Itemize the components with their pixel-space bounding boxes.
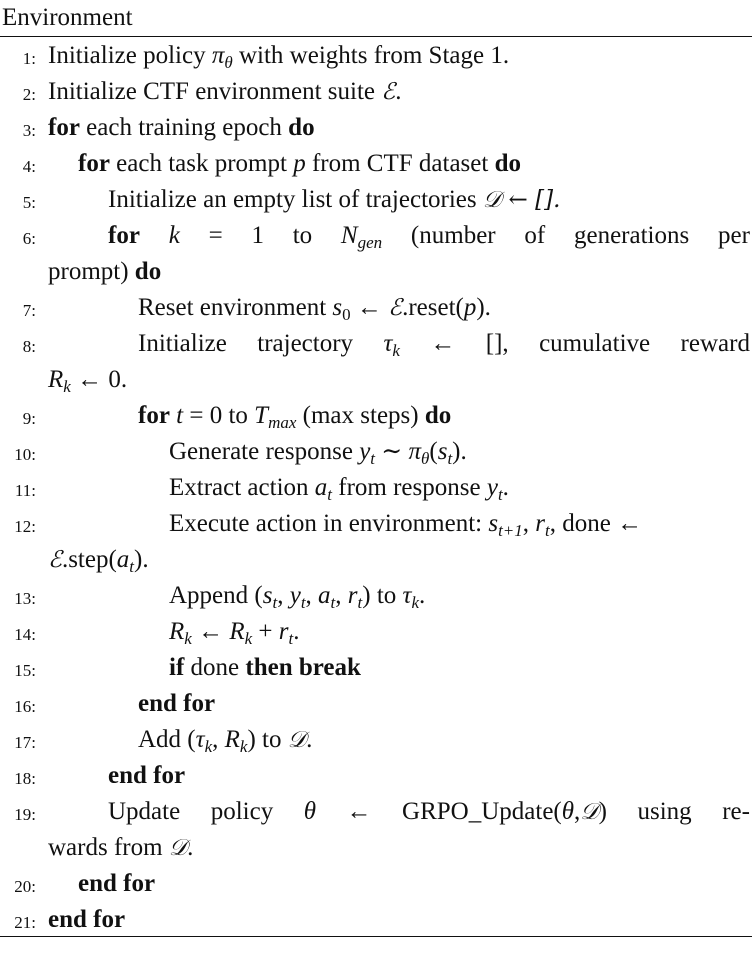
math-symbol: a <box>116 546 130 573</box>
algo-line-11 <box>0 470 752 506</box>
math-symbol: R <box>229 618 245 645</box>
line-continuation <box>48 254 161 290</box>
algo-line-14 <box>0 614 752 650</box>
math-subscript: k <box>184 629 192 648</box>
keyword: then break <box>245 654 361 681</box>
line-number: 3: <box>22 121 36 140</box>
text-span: 1 <box>251 222 264 249</box>
text-span: (number <box>410 222 496 249</box>
text-span: policy <box>210 798 274 825</box>
math-symbol: τ <box>383 330 393 357</box>
text-span: Initialize <box>138 330 227 357</box>
math-symbol: R <box>224 726 240 753</box>
math-symbol: 𝒟 <box>287 727 307 753</box>
math-symbol: τ <box>195 726 205 753</box>
line-text <box>108 182 560 218</box>
math-subscript: t <box>327 485 332 504</box>
keyword: do <box>494 150 521 177</box>
line-number: 7: <box>22 301 36 320</box>
line-number: 14: <box>14 625 36 644</box>
line-number: 1: <box>22 49 36 68</box>
line-number: 6: <box>22 229 36 248</box>
algo-line-4 <box>0 146 752 182</box>
math-subscript: t <box>330 593 336 612</box>
keyword: for <box>138 402 170 429</box>
text-span: each training epoch <box>79 114 289 141</box>
line-number: 13: <box>14 589 36 608</box>
keyword: for <box>108 222 140 249</box>
text-span: , <box>212 726 225 753</box>
text-span: ( <box>429 438 438 465</box>
line-continuation <box>48 830 193 866</box>
math-symbol: y <box>486 474 498 501</box>
math-subscript: 0 <box>342 305 351 324</box>
text-span: from response <box>332 474 487 501</box>
text-span: ) to <box>362 582 403 609</box>
line-text <box>169 506 642 549</box>
math-symbol: ℰ <box>48 547 62 573</box>
algo-line-10 <box>0 434 752 470</box>
math-symbol: π <box>211 42 225 69</box>
text-span: done <box>184 654 246 681</box>
line-number: 15: <box>14 661 36 680</box>
algo-line-15 <box>0 650 752 686</box>
text-span: cumulative <box>539 330 651 357</box>
keyword: end for <box>138 690 216 717</box>
text-span: re- <box>722 798 750 825</box>
text-span: ). <box>134 546 149 573</box>
algo-line-13 <box>0 578 752 614</box>
text-span: . <box>187 834 194 861</box>
math-subscript: t <box>370 449 376 468</box>
math-symbol: a <box>318 582 331 609</box>
math-symbol: = <box>208 222 223 249</box>
math-symbol: t <box>176 402 184 429</box>
algo-line-9 <box>0 398 752 434</box>
text-span: Reset environment <box>138 294 333 321</box>
line-number: 2: <box>22 85 36 104</box>
line-text <box>169 650 361 686</box>
text-span: Initialize CTF environment suite <box>48 78 382 105</box>
text-span: (max steps) <box>296 402 425 429</box>
math-symbol: R <box>169 618 185 645</box>
math-subscript: k <box>244 629 253 648</box>
algo-line-5 <box>0 182 752 218</box>
text-span: trajectory <box>257 330 354 357</box>
math-symbol: ← <box>346 798 372 825</box>
text-span: of <box>524 222 546 249</box>
line-number: 21: <box>14 913 36 932</box>
math-subscript: k <box>411 593 420 612</box>
line-number: 4: <box>22 157 36 176</box>
keyword: end for <box>48 906 126 933</box>
math-group <box>341 218 382 261</box>
math-symbol: θ <box>303 798 317 825</box>
math-subscript: θ <box>421 449 430 468</box>
text-span: , <box>335 582 348 609</box>
line-text <box>108 218 750 261</box>
text-span: Extract action <box>169 474 315 501</box>
keyword: do <box>288 114 315 141</box>
math-subscript: t <box>129 557 135 576</box>
math-symbol: k <box>168 222 180 249</box>
math-symbol: y <box>289 582 301 609</box>
line-text <box>108 794 750 830</box>
text-span: Execute action in environment: <box>169 510 489 537</box>
math-group <box>402 794 607 830</box>
math-symbol: R <box>48 366 64 393</box>
text-span: to <box>292 222 313 249</box>
math-symbol: s <box>332 294 343 321</box>
math-symbol: r <box>278 618 289 645</box>
keyword: end for <box>78 870 156 897</box>
math-symbol: τ <box>402 582 412 609</box>
top-rule <box>0 36 752 37</box>
algo-line-6 <box>0 218 752 290</box>
text-span: ) to <box>247 726 288 753</box>
text-span: Generate response <box>169 438 360 465</box>
text-span: . <box>395 78 402 105</box>
algo-line-17 <box>0 722 752 758</box>
math-symbol: p <box>463 294 477 321</box>
math-subscript: t <box>288 629 294 648</box>
text-span: ← <box>350 294 389 321</box>
text-span: , done ← <box>549 510 643 537</box>
text-span: generations <box>573 222 690 249</box>
line-number: 10: <box>14 445 36 464</box>
text-span: . <box>419 582 426 609</box>
algorithm-caption-tail: Environment <box>2 4 133 31</box>
text-span: Initialize policy <box>48 42 212 69</box>
line-number: 5: <box>22 193 36 212</box>
math-symbol: s <box>262 582 273 609</box>
line-number: 20: <box>14 877 36 896</box>
algo-line-16 <box>0 686 752 722</box>
math-subscript: t <box>357 593 363 612</box>
text-span: . <box>502 474 509 501</box>
line-number: 12: <box>14 517 36 536</box>
text-span: [], <box>485 330 509 357</box>
algo-line-12 <box>0 506 752 578</box>
algo-line-19 <box>0 794 752 866</box>
text-span: wards from <box>48 834 169 861</box>
math-symbol: ℰ <box>388 295 403 321</box>
algo-line-1 <box>0 38 752 74</box>
math-symbol: 𝒟 ← []. <box>482 187 561 213</box>
text-span: ). <box>476 294 491 321</box>
math-symbol: N <box>340 222 358 249</box>
math-symbol: 𝒟 <box>580 799 599 825</box>
text-span: ) <box>598 798 607 825</box>
algo-line-21 <box>0 902 752 938</box>
line-number: 16: <box>14 697 36 716</box>
text-span: ∼ <box>375 438 409 465</box>
math-symbol: s <box>437 438 448 465</box>
text-span: from CTF dataset <box>305 150 495 177</box>
line-text <box>138 326 750 369</box>
algo-line-3 <box>0 110 752 146</box>
text-span: with weights from Stage 1. <box>232 42 510 69</box>
text-span: .step( <box>61 546 117 573</box>
line-number: 8: <box>22 337 36 356</box>
text-span: , <box>305 582 319 609</box>
line-number: 18: <box>14 769 36 788</box>
math-symbol: ℰ <box>381 79 396 105</box>
keyword: do <box>424 402 452 429</box>
text-span: . <box>306 726 313 753</box>
math-symbol: ← <box>430 330 456 357</box>
math-subscript: k <box>392 341 400 360</box>
text-span: Add ( <box>138 726 196 753</box>
line-number: 19: <box>14 805 36 824</box>
text-span: Initialize an empty list of trajectories <box>108 186 483 213</box>
text-span: ← <box>191 618 230 645</box>
math-symbol: s <box>488 510 499 537</box>
algo-line-2 <box>0 74 752 110</box>
math-subscript: k <box>63 377 71 396</box>
text-span: ). <box>452 438 467 465</box>
text-span: reward <box>680 330 750 357</box>
math-group <box>383 326 400 369</box>
text-span: Append ( <box>169 582 263 609</box>
math-subscript: max <box>268 413 297 432</box>
math-symbol: a <box>314 474 328 501</box>
algo-line-18 <box>0 758 752 794</box>
math-subscript: θ <box>224 53 233 72</box>
text-span: GRPO_Update( <box>402 798 562 825</box>
math-symbol: y <box>359 438 371 465</box>
text-span: .reset( <box>402 294 464 321</box>
keyword: for <box>48 114 80 141</box>
math-symbol: T <box>254 402 269 429</box>
text-span: . <box>293 618 300 645</box>
math-subscript: gen <box>357 233 383 252</box>
text-span: using <box>637 798 692 825</box>
text-span: + <box>252 618 279 645</box>
text-span: , <box>522 510 536 537</box>
math-subscript: t <box>300 593 306 612</box>
algo-line-20 <box>0 866 752 902</box>
math-subscript: t <box>447 449 453 468</box>
math-subscript: t <box>545 521 550 540</box>
text-span: prompt) <box>48 258 135 285</box>
math-symbol: r <box>535 510 546 537</box>
math-subscript: t+1 <box>498 521 523 540</box>
text-span: Update <box>108 798 181 825</box>
line-number: 11: <box>14 481 36 500</box>
text-span: , <box>277 582 290 609</box>
keyword: do <box>134 258 162 285</box>
line-text <box>48 74 401 110</box>
text-span: , <box>574 798 581 825</box>
line-text <box>78 146 521 182</box>
keyword: end for <box>108 762 186 789</box>
math-subscript: k <box>204 737 213 756</box>
keyword: for <box>78 150 110 177</box>
math-symbol: θ <box>561 798 575 825</box>
math-symbol: 𝒟 <box>168 835 188 861</box>
text-span: each task prompt <box>109 150 294 177</box>
text-span: = 0 to <box>183 402 255 429</box>
algo-line-7 <box>0 290 752 326</box>
bottom-rule <box>0 936 752 937</box>
line-text <box>48 110 315 146</box>
math-subscript: t <box>272 593 278 612</box>
math-subscript: k <box>239 737 248 756</box>
math-symbol: r <box>347 582 358 609</box>
line-number: 9: <box>22 409 36 428</box>
line-number: 17: <box>14 733 36 752</box>
text-span: ← 0. <box>70 366 128 393</box>
algo-line-8 <box>0 326 752 398</box>
keyword: if <box>169 654 185 681</box>
math-symbol: π <box>408 438 422 465</box>
math-subscript: t <box>497 485 503 504</box>
math-symbol: p <box>293 150 306 177</box>
text-span: per <box>717 222 750 249</box>
